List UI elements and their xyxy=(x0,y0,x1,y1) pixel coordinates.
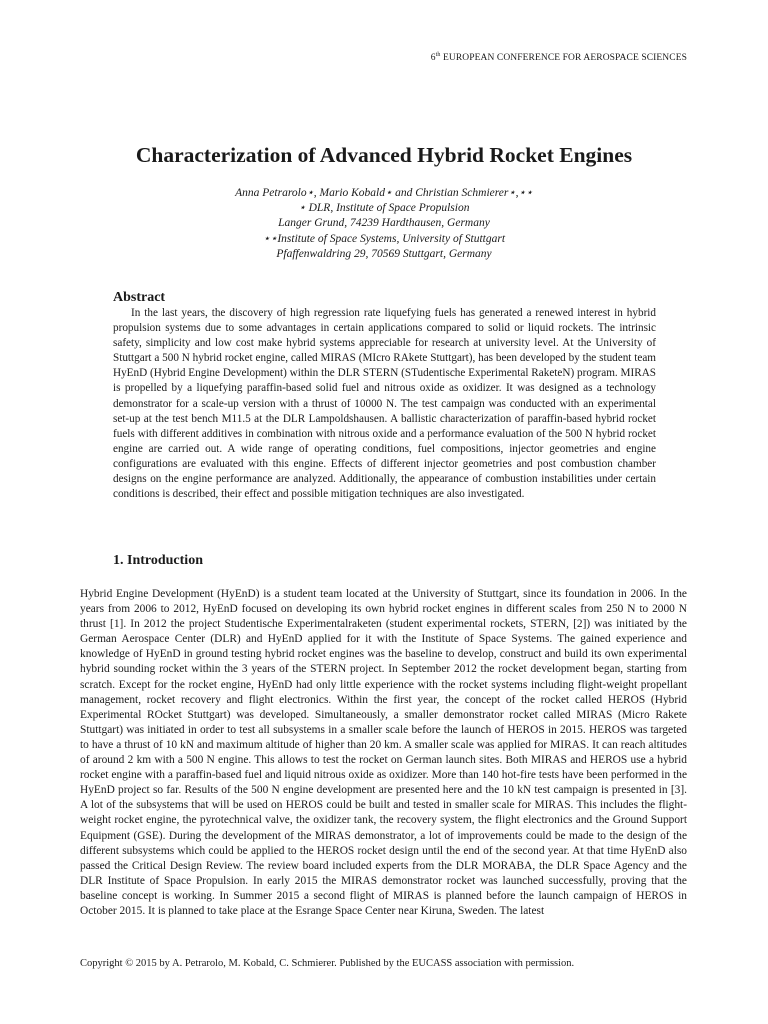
abstract-heading: Abstract xyxy=(113,290,166,305)
conference-name: EUROPEAN CONFERENCE FOR AEROSPACE SCIENCES xyxy=(440,53,687,63)
introduction-heading: 1. Introduction xyxy=(113,553,203,568)
running-header xyxy=(431,52,687,63)
author-names: Anna Petrarolo⋆, Mario Kobald⋆ and Christian Schmierer⋆,⋆⋆ xyxy=(235,187,533,199)
address-2: Pfaffenwaldring 29, 70569 Stuttgart, Germany xyxy=(276,247,492,260)
copyright-footer: Copyright © 2015 by A. Petrarolo, M. Kobald, C. Schmierer. Published by the EUCASS association with permission. xyxy=(80,958,575,969)
paper-title: Characterization of Advanced Hybrid Rocket Engines xyxy=(135,143,633,167)
conference-number: 6 xyxy=(430,53,436,63)
address-1: Langer Grund, 74239 Hardthausen, Germany xyxy=(278,217,490,230)
introduction-text: Hybrid Engine Development (HyEnD) is a student team located at the University of Stuttgart, since its foundation in 2006. In the years from 2006 to 2012, HyEnD focused on developing its own hybrid rocket engines in different scales from 250 N to 2000 N thrust [1]. In 2012 the project Studentische Experimentalraketen (student experimental rockets, STERN, [2]) was initiated by the German Aerospace Center (DLR) and HyEnD applied for it with the Institute of Space Systems. The gained experience and knowledge of HyEnD in ground testing hybrid rocket engines was the baseline to develop, construct and build its own experimental hybrid sounding rocket within the 3 years of the STERN project. In September 2012 the rocket development began, starting from scratch. Except for the rocket engine, HyEnD had only little experience with the rocket systems including flight-weight propellant management, rocket recovery and flight electronics. Within the first year, the concept of the rocket called HEROS (Hybrid Experimental ROcket Stuttgart) was developed. Simultaneously, a smaller demonstrator rocket called MIRAS (Micro Rakete Stuttgart) was initiated in order to test all subsystems in a smaller scale before the launch of HEROS in 2015. HEROS was targeted to have a thrust of 10 kN and maximum altitude of higher than 20 km. A smaller scale was applied for MIRAS. It can reach altitudes of around 2 km with a 500 N engine. This allows to test the rocket on German launch sites. Both MIRAS and HEROS use a hybrid rocket engine with a paraffin-based fuel and liquid nitrous oxide as oxidizer. More than 140 hot-fire tests have been performed in the HyEnD project so far. Results of the 500 N engine development are presented here and the 10 kN test campaign is presented in [3]. A lot of the subsystems that will be used on HEROS could be built and tested in smaller scale for MIRAS. This includes the flight-weight rocket engine, the pyrotechnical valve, the oxidizer tank, the recovery system, the flight electronics and the Ground Support Equipment (GSE). During the development of the MIRAS demonstrator, a lot of improvements could be made to the design of the different subsystems which could be applied to the HEROS rocket design until the end of the second year. At that time HyEnD also passed the Critical Design Review. The review board included experts from the DLR MORABA, the DLR Space Agency and the DLR Institute of Space Propulsion. In early 2015 the MIRAS demonstrator rocket was launched successfully, proving that the baseline concept is working. In Summer 2015 a second flight of MIRAS is planned before the launch campaign of HEROS in October 2015. It is planned to take place at the Esrange Space Center near Kiruna, Sweden. The latest xyxy=(80,588,687,917)
abstract-text: In the last years, the discovery of high regression rate liquefying fuels has generated a renewed interest in hybrid propulsion systems due to some advantages in certain applications compared to solid or liquid rockets. The intrinsic safety, simplicity and low cost make hybrid systems appreciable for research at university level. At the University of Stuttgart a 500 N hybrid rocket engine, called MIRAS (MIcro RAkete Stuttgart), has been developed by the student team HyEnD (Hybrid Engine Development) within the DLR STERN (STudentische Experimental RaketeN) program. MIRAS is propelled by a liquefying paraffin-based solid fuel and nitrous oxide as oxidizer. It was designed as a technology demonstrator for a scale-up version with a thrust of 10000 N. The test campaign was conducted with an experimental set-up at the test bench M11.5 at the DLR Lampoldshausen. A ballistic characterization of paraffin-based hybrid rocket fuels with different additives in combination with nitrous oxide and a performance evaluation of the 500 N hybrid rocket engine are carried out. A wide range of operating conditions, fuel compositions, injector geometries and engine configurations are evaluated with this engine. Effects of different injector geometries and post combustion chamber designs on the engine performance are analyzed. Additionally, the appearance of combustion instabilities under certain conditions is described, their effect and possible mitigation techniques are also investigated. xyxy=(113,307,656,501)
conference-ordinal: th xyxy=(435,52,441,58)
affiliation-1: ⋆ DLR, Institute of Space Propulsion xyxy=(298,202,470,215)
affiliation-2: ⋆⋆Institute of Space Systems, University of Stuttgart xyxy=(262,232,506,245)
author-block xyxy=(0,186,768,262)
